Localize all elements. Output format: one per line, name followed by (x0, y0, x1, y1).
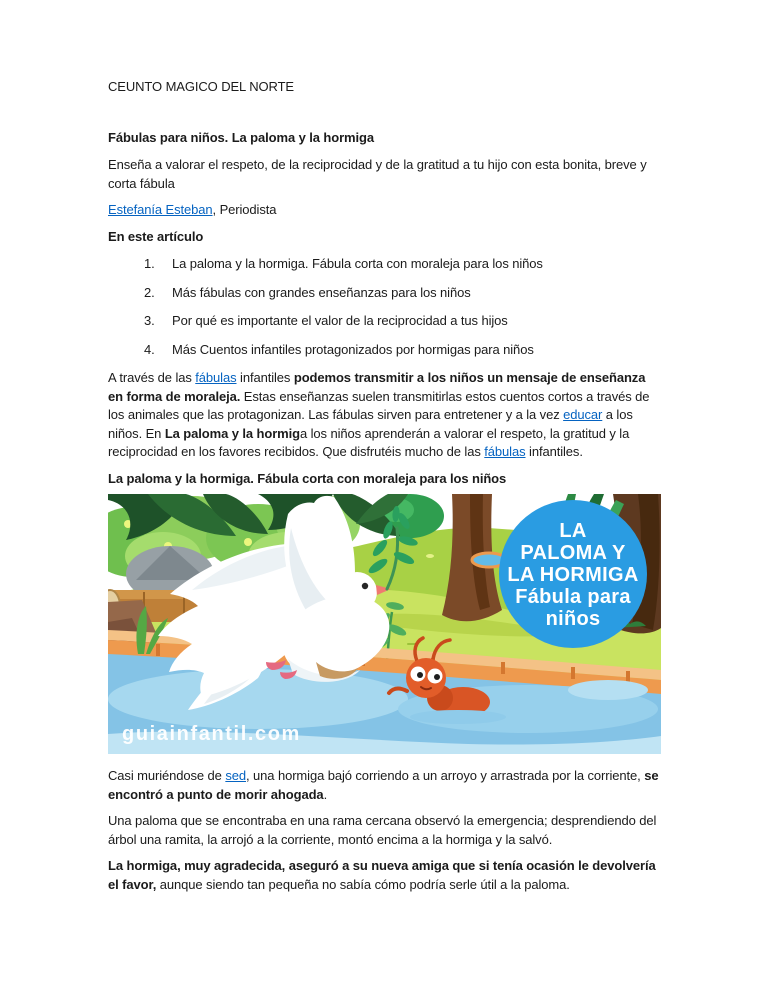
text-segment: Una paloma que se encontraba en una rama cercana observó la emergencia; desprendiendo del árbol una ramita, la arrojó a la corriente, montó encima a la hormiga y la salvó. (108, 813, 657, 847)
article-subtitle: Enseña a valorar el respeto, de la reciprocidad y de la gratitud a tu hijo con esta bonita, breve y corta fábula (108, 157, 647, 191)
text-segment: , una hormiga bajó corriendo a un arroyo y arrastrada por la corriente, (246, 768, 645, 783)
dove-eye (362, 583, 368, 589)
text-segment: A través de las (108, 370, 196, 385)
badge-line: niños (545, 608, 601, 630)
watermark: guiainfantil.com (122, 723, 301, 745)
badge-line: PALOMA Y (520, 542, 626, 564)
toc-heading: En este artículo (108, 228, 204, 244)
text-segment: infantiles. (525, 444, 583, 459)
badge-line: LA (559, 520, 587, 542)
text-segment-bold: La paloma y la hormig (164, 425, 300, 441)
toc-item[interactable]: Por qué es importante el valor de la reciprocidad a tus hijos (172, 313, 508, 328)
text-segment: . (323, 786, 328, 802)
toc-list (108, 255, 661, 359)
intro-paragraph (108, 369, 661, 462)
author-link[interactable]: Estefanía Esteban (108, 202, 213, 217)
byline-suffix: , Periodista (212, 202, 277, 217)
toc-item[interactable]: Más Cuentos infantiles protagonizados por hormigas para niños (172, 341, 534, 357)
text-segment-bold: se encontró a punto de morir ahogada (108, 768, 659, 802)
text-segment: infantiles (236, 370, 294, 385)
text-segment: Casi muriéndose de (108, 768, 226, 783)
link-fabulas-2[interactable]: fábulas (484, 444, 526, 459)
doc-header: CEUNTO MAGICO DEL NORTE (108, 79, 294, 94)
toc-item[interactable]: Más fábulas con grandes enseñanzas para los niños (172, 284, 471, 300)
link-fabulas[interactable]: fábulas (195, 370, 237, 385)
badge-line: LA HORMIGA (507, 564, 639, 586)
link-sed[interactable]: sed (225, 768, 247, 783)
text-segment: a los niños aprenderán a valorar el respeto, la gratitud y la reciprocidad en los favores recibidos. Que disfrutéis mucho de las (108, 425, 630, 459)
byline (108, 201, 661, 220)
story-illustration-svg (108, 494, 661, 754)
text-segment: aunque siendo tan pequeña no sabía cómo podría serle útil a la paloma. (156, 876, 570, 892)
badge-line: Fábula para (515, 586, 631, 608)
text-segment-bold: La hormiga, muy agradecida, aseguró a su nueva amiga que si tenía ocasión le devolvería el favor, (108, 858, 656, 892)
toc-item[interactable]: La paloma y la hormiga. Fábula corta con moraleja para los niños (172, 256, 543, 271)
link-educar[interactable]: educar (563, 407, 603, 422)
story-paragraph (108, 812, 661, 849)
fable-illustration (108, 494, 661, 754)
title-badge (499, 500, 647, 648)
section-heading: La paloma y la hormiga. Fábula corta con moraleja para los niños (108, 470, 507, 486)
text-segment: a los niños. En (108, 407, 633, 441)
article-title: Fábulas para niños. La paloma y la hormiga (108, 129, 374, 145)
story-paragraph (108, 767, 661, 804)
story-paragraph (108, 857, 661, 894)
text-segment-bold: podemos transmitir a los niños un mensaje de enseñanza en forma de moraleja. (108, 370, 646, 404)
text-segment: Estas enseñanzas suelen transmitirlas estos cuentos cortos a través de los animales que las protagonizan. Las fábulas sirven para entretener y a la vez (108, 388, 650, 422)
